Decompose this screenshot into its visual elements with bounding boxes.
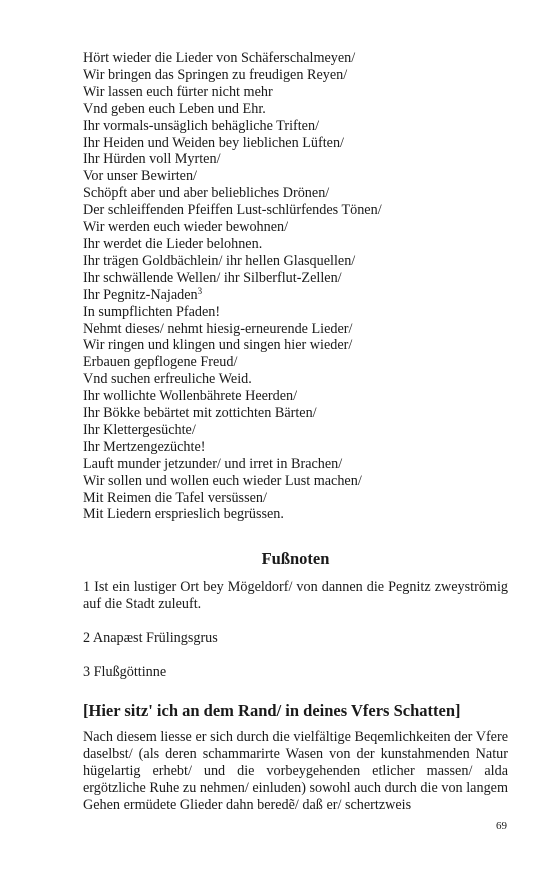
poem-line-text: Schöpft aber und aber beliebliches Drönen/ [83, 185, 330, 202]
poem-line-text: Erbauen gepflogene Freud/ [83, 354, 238, 371]
poem-line [83, 405, 508, 422]
footnote-3: 3 Flußgöttinne [83, 664, 167, 681]
poem-line [83, 321, 508, 338]
poem-line [83, 236, 508, 253]
poem-line [83, 287, 508, 304]
poem-line-text: Vor unser Bewirten/ [83, 168, 198, 185]
page-number: 69 [496, 820, 507, 832]
poem-line [83, 422, 508, 439]
poem-line-text: Mit Reimen die Tafel versüssen/ [83, 489, 267, 506]
poem-line-text: Vnd suchen erfreuliche Weid. [83, 371, 252, 388]
poem-line [83, 185, 508, 202]
poem-line-text: Ihr trägen Goldbächlein/ ihr hellen Glasquellen/ [83, 252, 356, 269]
poem-line-text: Hört wieder die Lieder von Schäferschalmeyen/ [83, 50, 356, 66]
poem-line [83, 371, 508, 388]
poem-line [83, 84, 508, 101]
poem-line [83, 253, 508, 270]
poem-line-text: Ihr Klettergesüchte/ [83, 421, 196, 438]
footnotes-heading: Fußnoten [261, 549, 330, 569]
poem-line [83, 304, 508, 321]
poem-line-text: Ihr vormals-unsäglich behägliche Triften/ [83, 117, 320, 134]
poem-line [83, 168, 508, 185]
footnote-1: 1 Ist ein lustiger Ort bey Mögeldorf/ von dannen die Pegnitz zweyströmig auf die Stadt zuleuft. [83, 579, 508, 613]
poem-line-text: Ihr Heiden und Weiden bey lieblichen Lüften/ [83, 134, 344, 151]
poem-line-text: Ihr schwällende Wellen/ ihr Silberflut-Zellen/ [83, 269, 342, 286]
poem-line-text: Wir ringen und klingen und singen hier wieder/ [83, 337, 353, 354]
poem-line [83, 354, 508, 371]
section-paragraph: Nach diesem liesse er sich durch die vielfältige Beqemlichkeiten der Vfere daselbst/ (als deren schammarirte Wasen von der kunstahmenden Natur hügelartig erhebt/ und die vorbeygehenden etlicher massen/ alda ergötzliche Ruhe zu nehmen/ einluden) sowohl auch durch die von langem Gehen ermüdete Glieder dahn beredẽ/ daß er/ schertzweis [83, 729, 508, 814]
poem-line [83, 135, 508, 152]
poem-line-text: Nehmt dieses/ nehmt hiesig-erneurende Lieder/ [83, 320, 353, 337]
footnote-2: 2 Anapæst Frülingsgrus [83, 630, 218, 647]
section-heading: [Hier sitz' ich an dem Rand/ in deines Vfers Schatten] [83, 701, 461, 721]
poem-line-text: In sumpflichten Pfaden! [83, 303, 221, 320]
poem-line [83, 506, 508, 523]
poem-line [83, 270, 508, 287]
poem-line-text: Ihr wollichte Wollenbährete Heerden/ [83, 388, 298, 405]
poem-line-text: Ihr Hürden voll Myrten/ [83, 151, 221, 168]
poem-line-text: Der schleiffenden Pfeiffen Lust-schlürfendes Tönen/ [83, 202, 382, 219]
poem-line-text: Wir bringen das Springen zu freudigen Reyen/ [83, 66, 348, 83]
footnote-marker: 3 [197, 285, 203, 296]
poem-line [83, 202, 508, 219]
footnotes-list [83, 579, 508, 681]
poem-line [83, 219, 508, 236]
poem-line [83, 473, 508, 490]
page-content [83, 50, 508, 814]
poem-line-text: Wir lassen euch fürter nicht mehr [83, 83, 273, 100]
poem-line-text: Wir werden euch wieder bewohnen/ [83, 219, 289, 236]
poem-line [83, 337, 508, 354]
poem-line [83, 50, 508, 67]
poem [83, 50, 508, 523]
poem-line [83, 151, 508, 168]
poem-line [83, 101, 508, 118]
poem-line-text: Ihr Bökke bebärtet mit zottichten Bärten/ [83, 405, 317, 422]
poem-line-text: Ihr Mertzengezüchte! [83, 438, 206, 455]
poem-line [83, 490, 508, 507]
poem-line-text: Ihr Pegnitz-Najaden [83, 286, 198, 303]
poem-line [83, 118, 508, 135]
poem-line [83, 456, 508, 473]
poem-line [83, 67, 508, 84]
poem-line [83, 388, 508, 405]
poem-line-text: Lauft munder jetzunder/ und irret in Brachen/ [83, 455, 343, 472]
poem-line-text: Vnd geben euch Leben und Ehr. [83, 100, 266, 117]
poem-line [83, 439, 508, 456]
poem-line-text: Wir sollen und wollen euch wieder Lust machen/ [83, 472, 362, 489]
poem-line-text: Mit Liedern ersprieslich begrüssen. [83, 506, 284, 523]
poem-line-text: Ihr werdet die Lieder belohnen. [83, 235, 263, 252]
